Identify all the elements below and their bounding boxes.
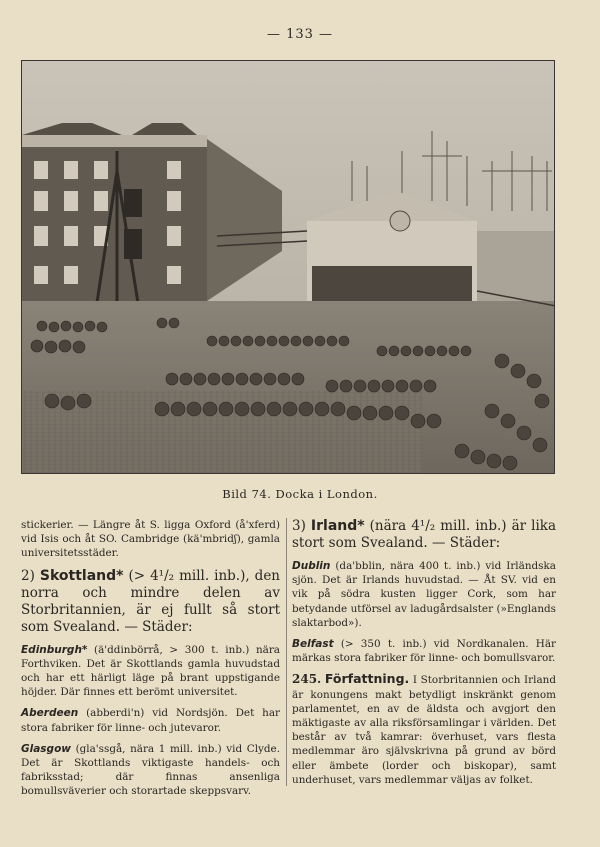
- right-column: [292, 518, 556, 794]
- section-text: I Storbritannien och Irland är konungens makt betydligt inskränkt genom parlamentet, en av de äldsta och avgjort den mäktigaste av alla riksförsamlingar i världen. Det består av två kamrar: överhuset, vars flesta medlemmar äro självskrivna på grund av börd eller ämbete (lorder och biskopar), samt underhuset, vars medlemmar väljas av folket.: [292, 674, 556, 786]
- figure-caption: Bild 74. Docka i London.: [222, 487, 378, 501]
- city-name: Belfast: [292, 638, 334, 651]
- entry-text: (nära 4¹/₂ mill. inb.) är lika stort som Svealand. — Städer:: [292, 518, 556, 551]
- entry-irland: [292, 518, 556, 552]
- city-name: Glasgow: [21, 742, 71, 755]
- section-title: Författning.: [324, 671, 410, 687]
- entry-dublin: [292, 559, 556, 630]
- city-text: (> 350 t. inb.) vid Nordkanalen. Här märkas stora fabriker för linne- och bomullsvaror.: [292, 638, 556, 665]
- entry-glasgow: [21, 742, 280, 799]
- entry-belfast: [292, 637, 556, 665]
- city-text: (da'bblin, nära 400 t. inb.) vid Irländska sjön. Det är Irlands huvudstad. — Åt SV. vid en vik på södra kusten ligger Cork, som har betydande utförsel av ladugårdsalster (»Englands slaktarbod»).: [292, 560, 556, 629]
- entry-number: 3): [292, 518, 306, 534]
- dock-photograph: [21, 60, 555, 474]
- city-text: (abberdi'n) vid Nordsjön. Det har stora fabriker för linne- och jutevaror.: [21, 707, 280, 734]
- city-name: Aberdeen: [21, 707, 79, 720]
- city-name: Edinburgh*: [21, 643, 88, 656]
- entry-skottland: [21, 568, 280, 636]
- city-name: Dublin: [292, 560, 331, 572]
- entry-edinburgh: [21, 643, 280, 700]
- left-column: [21, 518, 280, 806]
- column-divider: [286, 518, 287, 786]
- city-text: (ä'ddinbörrå, > 300 t. inb.) nära Forthviken. Det är Skottlands gamla huvudstad och har ett härligt läge på brant uppstigande höjder. Där finnes ett berömt universitet.: [21, 643, 280, 699]
- page-number: — 133 —: [266, 27, 334, 42]
- entry-name: Irland*: [310, 518, 365, 534]
- entry-text: (> 4¹/₂ mill. inb.), den norra och mindre delen av Storbritannien, är ej fullt så stort som Svealand. — Städer:: [21, 567, 280, 635]
- entry-number: 2): [21, 567, 35, 584]
- entry-aberdeen: [21, 706, 280, 734]
- entry-name: Skottland*: [39, 567, 124, 584]
- paragraph-oxford-cambridge: stickerier. — Längre åt S. ligga Oxford (å'xferd) vid Isis och åt SO. Cambridge (kä'mbridʃ), gamla universitetsstäder.: [21, 519, 280, 560]
- section-number: 245.: [292, 672, 322, 687]
- city-text: (gla'ssgå, nära 1 mill. inb.) vid Clyde. Det är Skottlands viktigaste handels- och fabriksstad; där finnas ansenliga bomullsväverier och storartade skeppsvarv.: [21, 742, 280, 798]
- section-forfattning: [292, 672, 556, 787]
